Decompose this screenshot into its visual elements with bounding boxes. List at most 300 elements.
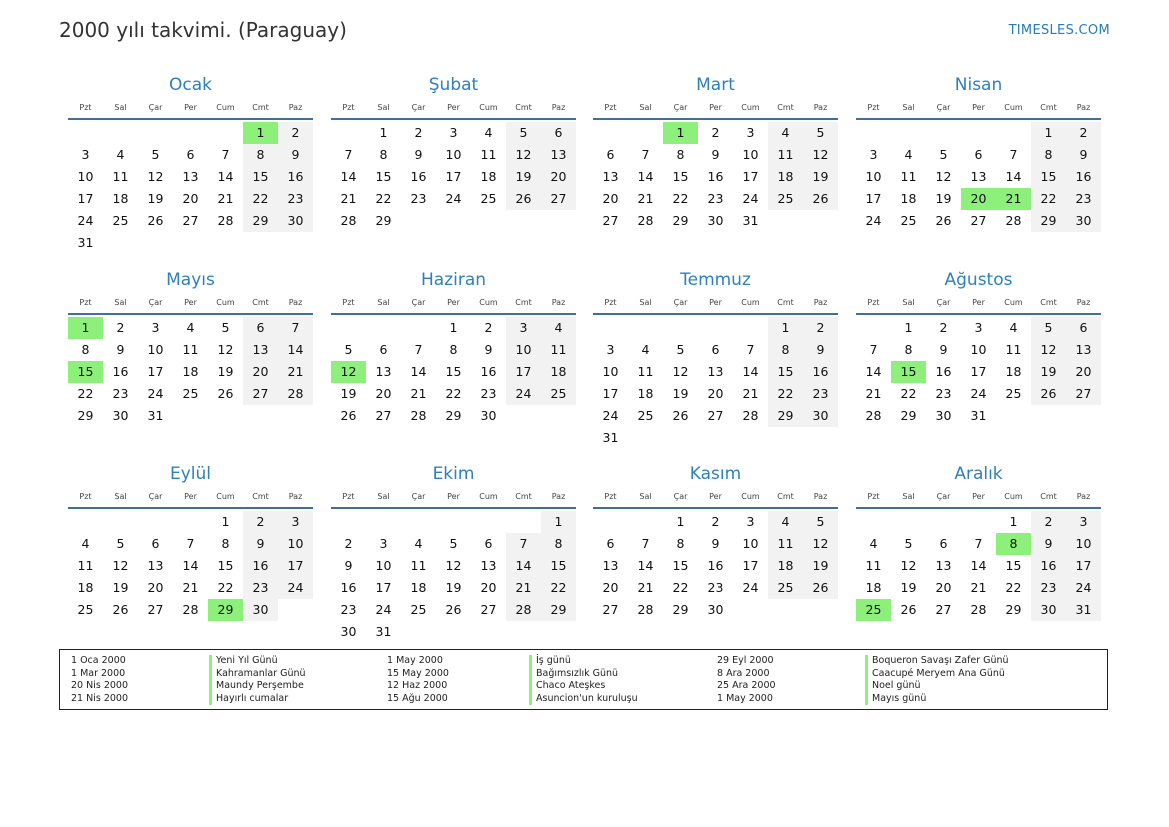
week-row xyxy=(593,533,838,555)
day-cell: 1 xyxy=(904,320,913,335)
day-cell: 2 xyxy=(1031,511,1066,533)
weekday-label: Pzt xyxy=(604,492,617,501)
day-cell: 31 xyxy=(742,213,759,228)
weekday-header xyxy=(856,293,1101,315)
weekday-label: Paz xyxy=(288,298,303,307)
month-calendar xyxy=(856,267,1101,427)
legend-names-column xyxy=(209,655,306,705)
day-cell: 21 xyxy=(865,386,882,401)
month-title: Şubat xyxy=(428,75,479,95)
day-cell: 8 xyxy=(449,342,458,357)
day-cell: 27 xyxy=(970,213,987,228)
day-cell: 13 xyxy=(375,364,392,379)
day-cell: 11 xyxy=(768,533,803,555)
day-cell: 16 xyxy=(278,166,313,188)
day-cell: 26 xyxy=(1031,383,1066,405)
day-cell: 27 xyxy=(602,602,619,617)
week-row xyxy=(593,210,838,232)
day-cell: 15 xyxy=(217,558,234,573)
weekday-label: Paz xyxy=(551,492,566,501)
day-cell: 29 xyxy=(208,599,243,621)
day-cell: 8 xyxy=(243,144,278,166)
day-cell: 23 xyxy=(1066,188,1101,210)
day-cell: 13 xyxy=(970,169,987,184)
week-row xyxy=(331,144,576,166)
day-cell: 7 xyxy=(278,317,313,339)
empty-cell xyxy=(768,599,803,621)
day-cell: 11 xyxy=(1005,342,1022,357)
empty-cell xyxy=(173,511,208,533)
holiday-name: Mayıs günü xyxy=(865,693,1009,706)
holiday-name: Maundy Perşembe xyxy=(209,680,306,693)
day-cell: 6 xyxy=(243,317,278,339)
day-cell: 30 xyxy=(803,405,838,427)
day-cell: 20 xyxy=(1066,361,1101,383)
day-cell: 11 xyxy=(637,364,654,379)
day-cell: 4 xyxy=(869,536,878,551)
day-cell: 22 xyxy=(375,191,392,206)
day-cell: 7 xyxy=(344,147,353,162)
week-row xyxy=(856,317,1101,339)
month-title: Mayıs xyxy=(166,270,215,290)
day-cell: 17 xyxy=(77,191,94,206)
weekday-label: Çar xyxy=(411,492,426,501)
day-cell: 14 xyxy=(637,169,654,184)
empty-cell xyxy=(961,122,996,144)
day-cell: 28 xyxy=(970,602,987,617)
weekday-label: Sal xyxy=(639,298,652,307)
day-cell: 8 xyxy=(996,533,1031,555)
day-cell: 26 xyxy=(935,213,952,228)
week-row xyxy=(331,405,576,427)
month-title: Ağustos xyxy=(944,270,1013,290)
day-cell: 30 xyxy=(243,599,278,621)
empty-cell xyxy=(1066,405,1101,427)
day-cell: 11 xyxy=(112,169,129,184)
weekday-label: Paz xyxy=(288,492,303,501)
day-cell: 9 xyxy=(243,533,278,555)
empty-cell xyxy=(593,511,628,533)
weekday-label: Cum xyxy=(1004,492,1023,501)
empty-cell xyxy=(733,599,768,621)
day-cell: 20 xyxy=(707,386,724,401)
day-cell: 22 xyxy=(541,577,576,599)
day-cell: 25 xyxy=(856,599,891,621)
day-cell: 29 xyxy=(445,408,462,423)
day-cell: 8 xyxy=(676,536,685,551)
day-cell: 14 xyxy=(970,558,987,573)
day-cell: 12 xyxy=(803,533,838,555)
day-cell: 31 xyxy=(1066,599,1101,621)
week-row xyxy=(68,122,313,144)
week-row xyxy=(68,166,313,188)
empty-cell xyxy=(138,232,173,254)
month-calendar xyxy=(593,72,838,232)
weekday-label: Sal xyxy=(377,298,390,307)
day-cell: 3 xyxy=(869,147,878,162)
weekday-label: Paz xyxy=(288,103,303,112)
month-title: Ocak xyxy=(169,75,212,95)
day-cell: 12 xyxy=(147,169,164,184)
weekday-header xyxy=(593,293,838,315)
day-cell: 17 xyxy=(506,361,541,383)
empty-cell xyxy=(138,511,173,533)
weekday-label: Per xyxy=(972,492,985,501)
day-cell: 7 xyxy=(1009,147,1018,162)
week-row xyxy=(331,317,576,339)
empty-cell xyxy=(628,427,663,449)
month-calendar xyxy=(856,72,1101,232)
day-cell: 14 xyxy=(182,558,199,573)
weekday-label: Cum xyxy=(479,103,498,112)
day-cell: 5 xyxy=(1031,317,1066,339)
legend-dates-column xyxy=(717,655,776,705)
week-row xyxy=(856,577,1101,599)
day-cell: 17 xyxy=(865,191,882,206)
day-cell: 11 xyxy=(768,144,803,166)
weekday-label: Sal xyxy=(902,492,915,501)
day-cell: 15 xyxy=(768,361,803,383)
day-cell: 29 xyxy=(243,210,278,232)
day-cell: 19 xyxy=(112,580,129,595)
weekday-header xyxy=(593,98,838,120)
day-cell: 10 xyxy=(375,558,392,573)
weekday-label: Çar xyxy=(936,103,951,112)
day-cell: 24 xyxy=(77,213,94,228)
day-cell: 9 xyxy=(414,147,423,162)
month-calendar xyxy=(331,461,576,643)
month-title: Temmuz xyxy=(680,270,751,290)
day-cell: 5 xyxy=(676,342,685,357)
day-cell: 19 xyxy=(217,364,234,379)
weekday-header xyxy=(593,487,838,509)
day-cell: 28 xyxy=(742,408,759,423)
day-cell: 11 xyxy=(541,339,576,361)
day-cell: 27 xyxy=(480,602,497,617)
weekday-label: Cum xyxy=(479,298,498,307)
week-row xyxy=(331,188,576,210)
day-cell: 26 xyxy=(217,386,234,401)
month-calendar xyxy=(331,267,576,427)
day-cell: 13 xyxy=(1066,339,1101,361)
empty-cell xyxy=(331,511,366,533)
day-cell: 25 xyxy=(900,213,917,228)
day-cell: 3 xyxy=(606,342,615,357)
empty-cell xyxy=(401,511,436,533)
week-row xyxy=(856,511,1101,533)
day-cell: 17 xyxy=(742,169,759,184)
day-cell: 15 xyxy=(672,169,689,184)
day-cell: 6 xyxy=(541,122,576,144)
day-cell: 12 xyxy=(112,558,129,573)
day-cell: 5 xyxy=(803,511,838,533)
week-row xyxy=(593,599,838,621)
empty-cell xyxy=(663,427,698,449)
day-cell: 24 xyxy=(602,408,619,423)
empty-cell xyxy=(926,511,961,533)
day-cell: 17 xyxy=(970,364,987,379)
weekday-label: Sal xyxy=(639,492,652,501)
day-cell: 9 xyxy=(803,339,838,361)
day-cell: 8 xyxy=(904,342,913,357)
day-cell: 26 xyxy=(445,602,462,617)
empty-cell xyxy=(926,122,961,144)
day-cell: 2 xyxy=(939,320,948,335)
week-row xyxy=(331,383,576,405)
day-cell: 30 xyxy=(935,408,952,423)
day-cell: 1 xyxy=(541,511,576,533)
empty-cell xyxy=(243,405,278,427)
day-cell: 4 xyxy=(641,342,650,357)
day-cell: 10 xyxy=(865,169,882,184)
day-cell: 21 xyxy=(278,361,313,383)
day-cell: 9 xyxy=(711,536,720,551)
day-cell: 27 xyxy=(602,213,619,228)
week-row xyxy=(331,122,576,144)
day-cell: 25 xyxy=(112,213,129,228)
empty-cell xyxy=(803,210,838,232)
holiday-name: Boqueron Savaşı Zafer Günü xyxy=(865,655,1009,668)
day-cell: 7 xyxy=(641,147,650,162)
day-cell: 2 xyxy=(278,122,313,144)
empty-cell xyxy=(401,621,436,643)
week-row xyxy=(856,361,1101,383)
day-cell: 10 xyxy=(970,342,987,357)
day-cell: 17 xyxy=(742,558,759,573)
empty-cell xyxy=(541,621,576,643)
weekday-label: Paz xyxy=(1076,103,1091,112)
day-cell: 2 xyxy=(484,320,493,335)
weekday-header xyxy=(856,487,1101,509)
day-cell: 15 xyxy=(445,364,462,379)
weekday-header xyxy=(331,98,576,120)
empty-cell xyxy=(856,122,891,144)
day-cell: 10 xyxy=(742,147,759,162)
day-cell: 3 xyxy=(449,125,458,140)
day-cell: 14 xyxy=(410,364,427,379)
day-cell: 13 xyxy=(541,144,576,166)
day-cell: 9 xyxy=(344,558,353,573)
month-title: Aralık xyxy=(954,464,1003,484)
day-cell: 16 xyxy=(1066,166,1101,188)
day-cell: 1 xyxy=(449,320,458,335)
month-calendar xyxy=(68,267,313,427)
day-cell: 18 xyxy=(768,166,803,188)
weekday-label: Cmt xyxy=(252,492,269,501)
empty-cell xyxy=(628,122,663,144)
weekday-label: Sal xyxy=(114,492,127,501)
day-cell: 15 xyxy=(891,361,926,383)
day-cell: 1 xyxy=(221,514,230,529)
weekday-label: Paz xyxy=(813,492,828,501)
day-cell: 12 xyxy=(935,169,952,184)
day-cell: 18 xyxy=(637,386,654,401)
day-cell: 18 xyxy=(900,191,917,206)
day-cell: 26 xyxy=(803,188,838,210)
day-cell: 2 xyxy=(243,511,278,533)
empty-cell xyxy=(436,511,471,533)
week-row xyxy=(68,188,313,210)
week-row xyxy=(593,188,838,210)
day-cell: 2 xyxy=(711,125,720,140)
weekday-label: Sal xyxy=(639,103,652,112)
empty-cell xyxy=(68,511,103,533)
day-cell: 5 xyxy=(939,147,948,162)
month-title: Eylül xyxy=(169,464,212,484)
holiday-date: 25 Ara 2000 xyxy=(717,680,776,692)
week-row xyxy=(68,577,313,599)
weekday-label: Cmt xyxy=(515,492,532,501)
day-cell: 2 xyxy=(803,317,838,339)
day-cell: 27 xyxy=(935,602,952,617)
day-cell: 19 xyxy=(506,166,541,188)
weekday-label: Sal xyxy=(902,298,915,307)
empty-cell xyxy=(996,122,1031,144)
site-link[interactable]: TIMESLES.COM xyxy=(1008,23,1110,38)
day-cell: 21 xyxy=(410,386,427,401)
month-title: Mart xyxy=(696,75,735,95)
day-cell: 20 xyxy=(541,166,576,188)
empty-cell xyxy=(138,122,173,144)
day-cell: 19 xyxy=(900,580,917,595)
weekday-label: Cum xyxy=(741,492,760,501)
day-cell: 25 xyxy=(480,191,497,206)
day-cell: 25 xyxy=(410,602,427,617)
day-cell: 15 xyxy=(1005,558,1022,573)
weekday-header xyxy=(68,487,313,509)
empty-cell xyxy=(733,317,768,339)
weekday-label: Paz xyxy=(551,103,566,112)
day-cell: 15 xyxy=(541,555,576,577)
day-cell: 29 xyxy=(541,599,576,621)
weekday-label: Cmt xyxy=(777,103,794,112)
day-cell: 17 xyxy=(1066,555,1101,577)
day-cell: 14 xyxy=(742,364,759,379)
day-cell: 1 xyxy=(676,514,685,529)
day-cell: 8 xyxy=(768,339,803,361)
day-cell: 12 xyxy=(672,364,689,379)
empty-cell xyxy=(68,122,103,144)
day-cell: 9 xyxy=(116,342,125,357)
day-cell: 18 xyxy=(768,555,803,577)
weekday-label: Per xyxy=(709,492,722,501)
weekday-label: Per xyxy=(972,103,985,112)
day-cell: 23 xyxy=(278,188,313,210)
empty-cell xyxy=(593,122,628,144)
day-cell: 14 xyxy=(637,558,654,573)
day-cell: 19 xyxy=(340,386,357,401)
week-row xyxy=(331,511,576,533)
weekday-header xyxy=(331,293,576,315)
day-cell: 6 xyxy=(606,147,615,162)
day-cell: 16 xyxy=(707,169,724,184)
weekday-label: Paz xyxy=(1076,298,1091,307)
weekday-label: Paz xyxy=(551,298,566,307)
day-cell: 14 xyxy=(340,169,357,184)
holiday-date: 29 Eyl 2000 xyxy=(717,655,774,666)
day-cell: 19 xyxy=(147,191,164,206)
week-row xyxy=(68,210,313,232)
day-cell: 3 xyxy=(746,514,755,529)
day-cell: 26 xyxy=(672,408,689,423)
day-cell: 8 xyxy=(541,533,576,555)
month-calendar xyxy=(68,72,313,254)
day-cell: 22 xyxy=(445,386,462,401)
empty-cell xyxy=(628,317,663,339)
empty-cell xyxy=(768,427,803,449)
week-row xyxy=(856,383,1101,405)
day-cell: 28 xyxy=(865,408,882,423)
day-cell: 25 xyxy=(768,577,803,599)
holiday-name: Kahramanlar Günü xyxy=(209,668,306,681)
weekday-label: Cmt xyxy=(1040,492,1057,501)
day-cell: 10 xyxy=(742,536,759,551)
day-cell: 23 xyxy=(243,577,278,599)
weekday-label: Cum xyxy=(741,298,760,307)
weekday-label: Cmt xyxy=(1040,298,1057,307)
week-row xyxy=(68,599,313,621)
day-cell: 2 xyxy=(711,514,720,529)
day-cell: 26 xyxy=(112,602,129,617)
day-cell: 6 xyxy=(379,342,388,357)
day-cell: 18 xyxy=(865,580,882,595)
weekday-label: Cmt xyxy=(1040,103,1057,112)
weekday-label: Çar xyxy=(148,492,163,501)
day-cell: 27 xyxy=(1066,383,1101,405)
weekday-label: Cum xyxy=(479,492,498,501)
day-cell: 8 xyxy=(1031,144,1066,166)
month-calendar xyxy=(593,267,838,449)
holiday-name: Hayırlı cumalar xyxy=(209,693,306,706)
empty-cell xyxy=(698,427,733,449)
day-cell: 14 xyxy=(506,555,541,577)
week-row xyxy=(856,339,1101,361)
day-cell: 24 xyxy=(742,191,759,206)
day-cell: 14 xyxy=(865,364,882,379)
day-cell: 22 xyxy=(672,580,689,595)
weekday-label: Pzt xyxy=(867,492,880,501)
day-cell: 22 xyxy=(672,191,689,206)
day-cell: 6 xyxy=(186,147,195,162)
day-cell: 7 xyxy=(186,536,195,551)
day-cell: 3 xyxy=(746,125,755,140)
day-cell: 1 xyxy=(1009,514,1018,529)
week-row xyxy=(331,555,576,577)
day-cell: 19 xyxy=(803,166,838,188)
day-cell: 19 xyxy=(672,386,689,401)
day-cell: 25 xyxy=(637,408,654,423)
day-cell: 24 xyxy=(278,577,313,599)
day-cell: 31 xyxy=(970,408,987,423)
day-cell: 2 xyxy=(414,125,423,140)
week-row xyxy=(331,599,576,621)
day-cell: 16 xyxy=(1031,555,1066,577)
day-cell: 22 xyxy=(900,386,917,401)
day-cell: 7 xyxy=(869,342,878,357)
weekday-label: Paz xyxy=(813,103,828,112)
day-cell: 28 xyxy=(410,408,427,423)
weekday-label: Cum xyxy=(216,103,235,112)
day-cell: 4 xyxy=(541,317,576,339)
weekday-label: Pzt xyxy=(342,298,355,307)
day-cell: 20 xyxy=(375,386,392,401)
day-cell: 20 xyxy=(961,188,996,210)
weekday-label: Pzt xyxy=(867,298,880,307)
holiday-name: Noel günü xyxy=(865,680,1009,693)
week-row xyxy=(593,555,838,577)
day-cell: 10 xyxy=(77,169,94,184)
weekday-label: Paz xyxy=(813,298,828,307)
